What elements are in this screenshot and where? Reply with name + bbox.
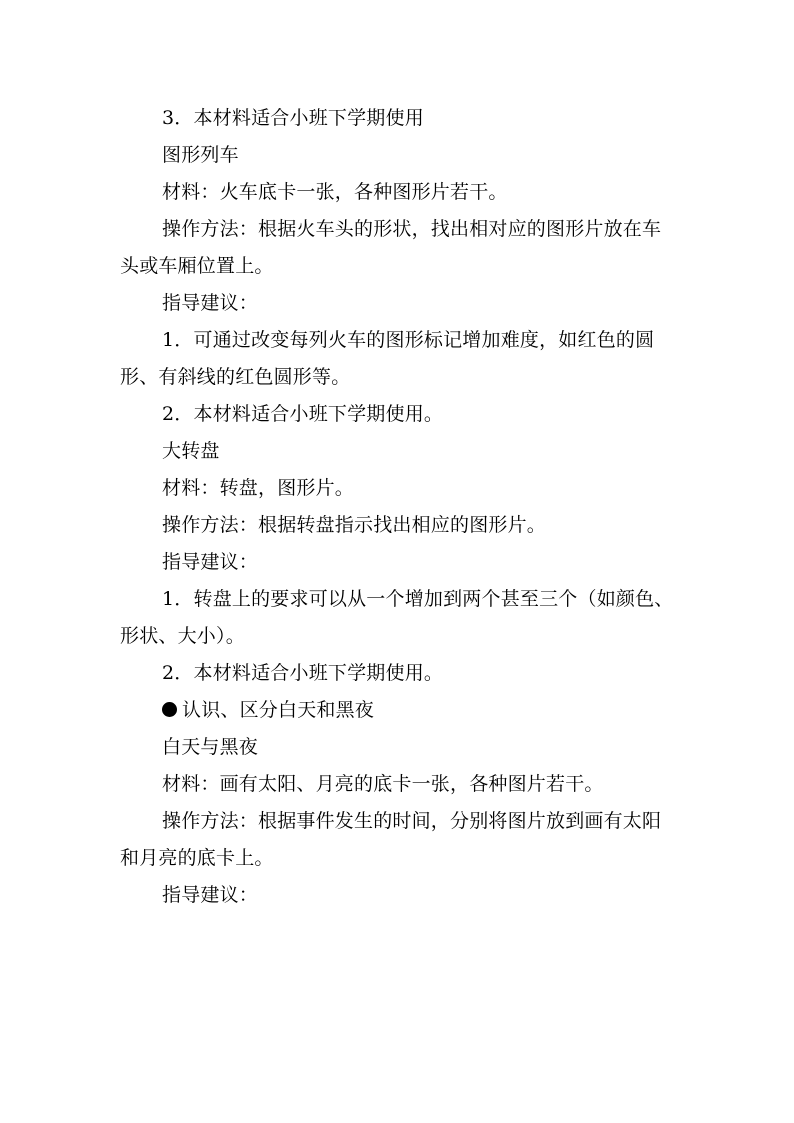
bullet-dot-icon [162,702,177,717]
paragraph-guidance-label: 指导建议： [162,551,259,573]
paragraph-guidance-item: 1．转盘上的要求可以从一个增加到两个甚至三个（如颜色、形状、大小）。 [120,588,674,647]
paragraph-guidance-item: 2．本材料适合小班下学期使用。 [162,662,444,684]
paragraph-guidance-label: 指导建议： [162,292,259,314]
paragraph-materials: 材料：画有太阳、月亮的底卡一张，各种图片若干。 [162,773,604,795]
bullet-heading-text: 认识、区分白天和黑夜 [182,699,375,721]
bullet-heading [120,692,676,729]
paragraph-guidance-item: 2．本材料适合小班下学期使用。 [162,403,444,425]
section-title-big-wheel: 大转盘 [162,440,220,462]
section-title-day-night: 白天与黑夜 [162,736,259,758]
paragraph-usage-note: 3．本材料适合小班下学期使用 [162,107,424,129]
document-body [120,100,676,914]
paragraph-method: 操作方法：根据转盘指示找出相应的图形片。 [162,514,547,536]
paragraph-materials: 材料：转盘，图形片。 [162,477,355,499]
paragraph-method: 操作方法：根据火车头的形状，找出相对应的图形片放在车头或车厢位置上。 [120,218,662,277]
paragraph-guidance-item: 1．可通过改变每列火车的图形标记增加难度，如红色的圆形、有斜线的红色圆形等。 [120,329,655,388]
paragraph-method: 操作方法：根据事件发生的时间，分别将图片放到画有太阳和月亮的底卡上。 [120,810,662,869]
section-title-shape-train: 图形列车 [162,144,239,166]
paragraph-materials: 材料：火车底卡一张，各种图形片若干。 [162,181,508,203]
paragraph-guidance-label: 指导建议： [162,884,259,906]
